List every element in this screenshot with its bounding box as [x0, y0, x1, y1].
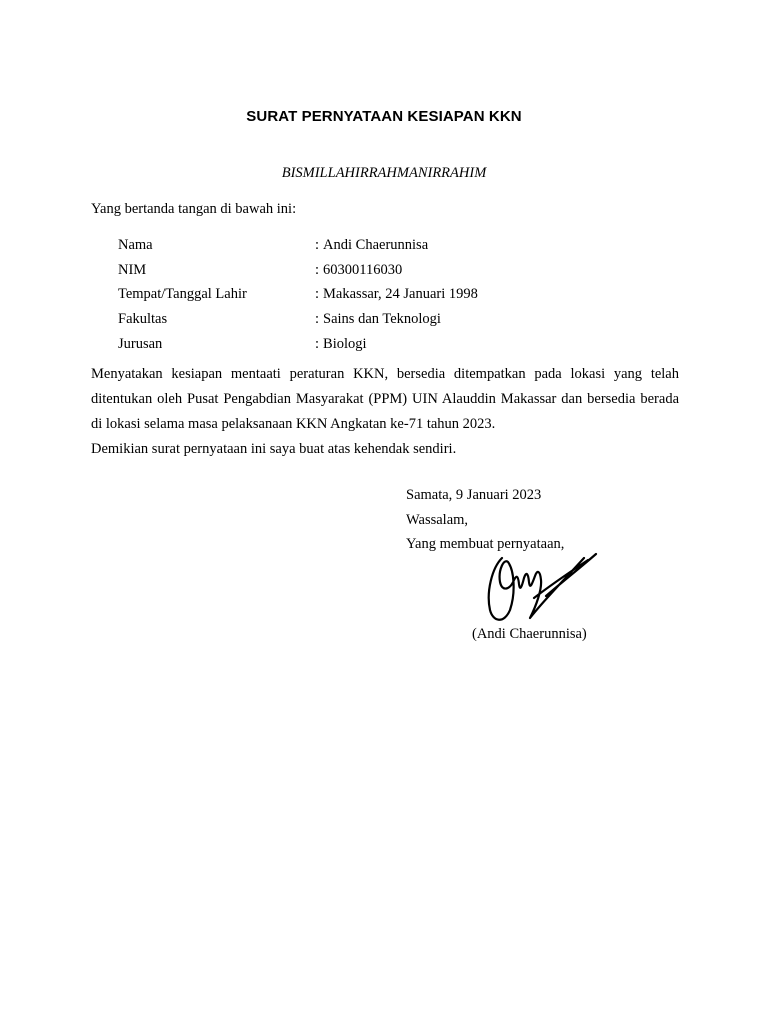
field-value-text: Sains dan Teknologi: [323, 311, 441, 327]
field-value: [315, 237, 428, 254]
field-value: [315, 262, 402, 279]
field-label: Fakultas: [118, 311, 168, 327]
closing-statement: Demikian surat pernyataan ini saya buat atas kehendak sendiri.: [91, 441, 457, 457]
statement-paragraph: Menyatakan kesiapan mentaati peraturan KKN, bersedia ditempatkan pada lokasi yang telah ditentukan oleh Pusat Pengabdian Masyarakat (PPM) UIN Alauddin Makassar dan bersedia berada di lokasi selama masa pelaksanaan KKN Angkatan ke-71 tahun 2023.: [91, 366, 679, 432]
field-value-text: Makassar, 24 Januari 1998: [323, 286, 478, 302]
field-label: Tempat/Tanggal Lahir: [118, 286, 247, 302]
field-colon: :: [315, 336, 320, 352]
field-value: [315, 286, 478, 303]
salutation: Wassalam,: [406, 512, 469, 528]
field-value-text: Andi Chaerunnisa: [323, 237, 429, 253]
handwritten-signature: [484, 540, 604, 630]
field-colon: :: [315, 262, 320, 278]
bismillah-heading: BISMILLAHIRRAHMANIRRAHIM: [281, 165, 487, 181]
field-colon: :: [315, 311, 320, 327]
field-value-text: Biologi: [323, 336, 367, 352]
field-value: [315, 311, 441, 328]
statement-body: [91, 362, 679, 462]
field-colon: :: [315, 237, 320, 253]
place-date: Samata, 9 Januari 2023: [406, 487, 542, 503]
signer-name: (Andi Chaerunnisa): [472, 626, 587, 642]
field-label: Jurusan: [118, 336, 163, 352]
field-value: [315, 336, 367, 353]
field-value-text: 60300116030: [323, 262, 403, 278]
intro-text: Yang bertanda tangan di bawah ini:: [91, 201, 297, 217]
document-title: SURAT PERNYATAAN KESIAPAN KKN: [246, 108, 522, 125]
field-colon: :: [315, 286, 320, 302]
field-label: NIM: [118, 262, 147, 278]
signer-label: Yang membuat pernyataan,: [406, 536, 565, 552]
field-label: Nama: [118, 237, 153, 253]
